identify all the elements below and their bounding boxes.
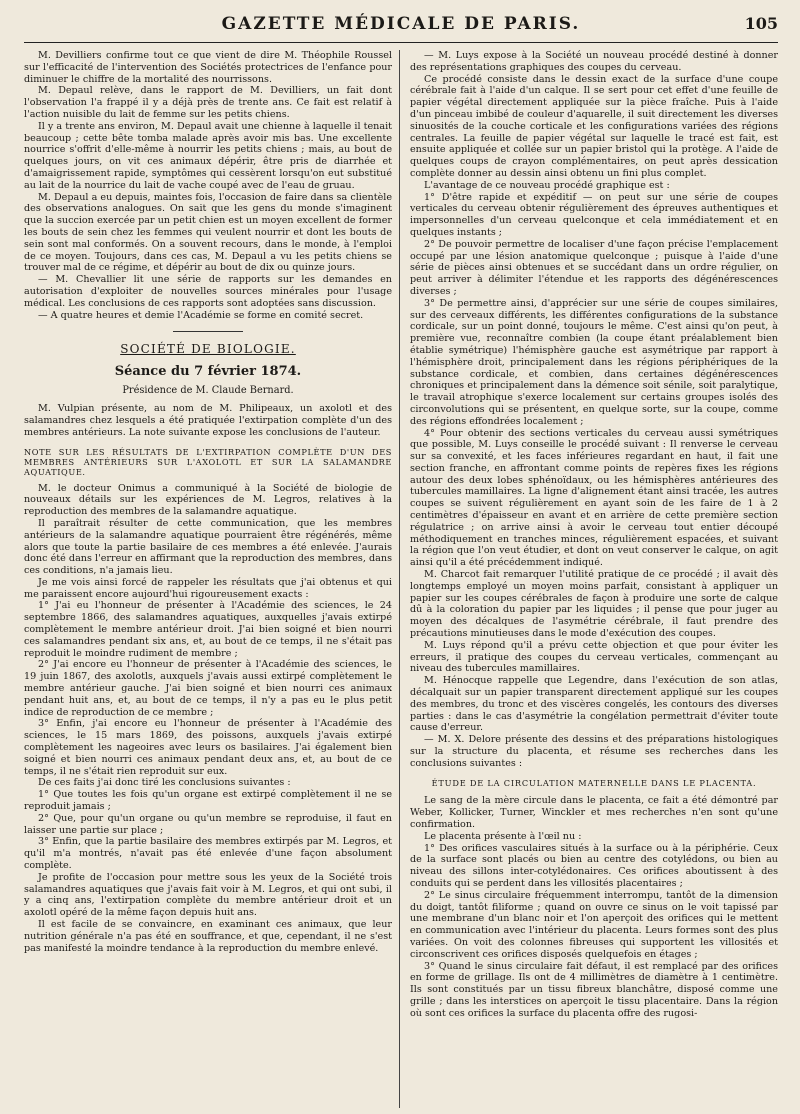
paragraph: Il est facile de se convaincre, en examinant ces animaux, que leur nutrition générale n'a pas été en souffrance, et que, cependant, il ne s'est pas manifesté la moindre tendance à la reproduction du membre enlevé. [24, 919, 392, 954]
paragraph: M. Depaul relève, dans le rapport de M. Devilliers, un fait dont l'observation l'a frappé il y a déjà près de trente ans. Ce fait est relatif à l'action nuisible du lait de femme sur les petits chiens. [24, 85, 392, 120]
page-header [24, 14, 778, 43]
paragraph: 1° Des orifices vasculaires situés à la surface ou à la périphérie. Ceux de la surface sont placés ou bien au centre des cotylédons, ou bien au niveau des sillons inter-cotylédonaires. Ces orifices aboutissent à des conduits qui se perdent dans les villosités placentaires ; [410, 842, 778, 889]
paragraph: M. le docteur Onimus a communiqué à la Société de biologie de nouveaux détails sur les expériences de M. Legros, relatives à la reproduction des membres de la salamandre aquatique. [24, 482, 392, 518]
paragraph: 4° Pour obtenir des sections verticales du cerveau aussi symétriques que possible, M. Luys conseille le procédé suivant : Il renverse le cerveau sur sa convexité, et les faces inférieures regardant en haut, il fait une section franche, en affrontant comme points de repères fixes les régions autour des deux lobes sphénoïdaux, ou les hémisphères antérieures des tubercules mamillaires. La ligne d'alignement étant ainsi tracée, les autres coupes se suivent régulièrement en ayant soin de les faire de 1 à 2 centimètres d'épaisseur en avant et en arrière de cette première section régulatrice ; on arrive ainsi à avoir le cerveau tout entier découpé méthodiquement en tranches minces, régulièrement espacées, et suivant la région que l'on veut étudier, et dont on veut conserver le calque, on agit ainsi qu'il a été précédemment indiqué. [410, 427, 778, 569]
paragraph: Il paraîtrait résulter de cette communication, que les membres antérieurs de la salamandre aquatique pourraient être régénérés, même alors que toute la partie basilaire de ces membres a été enlevée. J'aurais donc été dans l'erreur en affirmant que la reproduction des membres, dans ces conditions, n'a jamais lieu. [24, 517, 392, 577]
journal-title: GAZETTE MÉDICALE DE PARIS. [221, 14, 581, 34]
presidence-line: Présidence de M. Claude Bernard. [122, 385, 294, 397]
paragraph: 3° Enfin, que la partie basilaire des membres extirpés par M. Legros, et qu'il m'a montrés, n'avait pas été enlevée d'une façon absolument complète. [24, 836, 392, 872]
paragraph: — A quatre heures et demie l'Académie se forme en comité secret. [38, 309, 364, 321]
paragraph: — M. Luys expose à la Société un nouveau procédé destiné à donner des représentations graphiques des coupes du cerveau. [410, 50, 778, 73]
placenta-paragraphs [410, 795, 778, 1019]
paragraph: L'avantage de ce nouveau procédé graphique est : [424, 179, 670, 191]
intro-paragraphs [24, 403, 392, 438]
columns [24, 50, 778, 1108]
note-title: NOTE SUR LES RÉSULTATS DE L'EXTIRPATION COMPLÈTE D'UN DES MEMBRES ANTÉRIEURS SUR L'AXOLOTL ET SUR LA SALAMANDRE AQUATIQUE. [24, 446, 392, 477]
paragraph: 1° J'ai eu l'honneur de présenter à l'Académie des sciences, le 24 septembre 1866, des salamandres aquatiques, auxquelles j'avais extirpé complètement le membre antérieur droit. J'ai bien soigné et bien nourri ces salamandres pendant six ans, et, au bout de ce temps, il ne s'était pas reproduit le moindre rudiment de membre ; [24, 600, 392, 659]
paragraph: 2° Que, pour qu'un organe ou qu'un membre se reproduise, il faut en laisser une partie sur place ; [24, 812, 392, 836]
note-body-paragraphs [24, 483, 392, 955]
paragraph: M. Luys répond qu'il a prévu cette objection et que pour éviter les erreurs, il pratique des coupes du cerveau verticales, commençant au niveau des tubercules mamillaires. [410, 639, 778, 675]
paragraph: Le placenta présente à l'œil nu : [424, 830, 582, 842]
page-number: 105 [744, 14, 778, 33]
paragraph: Il y a trente ans environ, M. Depaul avait une chienne à laquelle il tenait beaucoup ; cette bête tomba malade après avoir mis bas. Une excellente nourrice s'offrit d'elle-même à nourrir les petits chiens ; mais, au bout de quelques jours, on vit ces animaux dépérir, être pris de diarrhée et d'amaigrissement rapide, symptômes qui cessèrent lorsqu'on eut substitué au lait de la nourrice du lait de vache coupé avec de l'eau de gruau. [24, 120, 392, 191]
paragraph: M. Hénocque rappelle que Legendre, dans l'exécution de son atlas, décalquait sur un papier transparent directement appliqué sur les coupes des membres, du tronc et des viscères congelés, les contours des diverses parties : dans le cas d'asymétrie la congélation permettrait d'éviter toute cause d'erreur. [410, 675, 778, 734]
paragraph: Ce procédé consiste dans le dessin exact de la surface d'une coupe cérébrale fait à l'aide d'un calque. Il se sert pour cet effet d'une feuille de papier végétal directement appliquée sur la pièce fraîche. Puis à l'aide d'un pinceau imbibé de couleur d'aquarelle, il suit directement les diverses sinuosités de la couche corticale et les configurations variées des régions centrales. La feuille de papier végétal sur laquelle le tracé est fait, est ensuite appliquée et collée sur un papier bristol qui la protège. A l'aide de quelques coups de crayon complémentaires, on peut après dessication complète donner au dessin ainsi obtenu un fini plus complet. [410, 73, 778, 179]
paragraph: Je me vois ainsi forcé de rappeler les résultats que j'ai obtenus et qui me paraissent encore aujourd'hui rigoureusement exacts : [24, 576, 392, 600]
paragraph: M. Vulpian présente, au nom de M. Philipeaux, un axolotl et des salamandres chez lesquels a été pratiquée l'extirpation complète d'un des membres antérieurs. La note suivante expose les conclusions de l'auteur. [24, 403, 392, 438]
etude-title: ÉTUDE DE LA CIRCULATION MATERNELLE DANS LE PLACENTA. [431, 777, 757, 788]
paragraph: Le sang de la mère circule dans le placenta, ce fait a été démontré par Weber, Kollicker, Turner, Winckler et mes recherches n'en sont qu'une confirmation. [410, 795, 778, 830]
seance-date: Séance du 7 février 1874. [114, 364, 302, 380]
luys-report-paragraphs [410, 50, 778, 770]
paragraph: 3° De permettre ainsi, d'apprécier sur une série de coupes similaires, sur des cerveaux différents, les différentes configurations de la substance cordicale, sur un point donné, toujours le même. C'est ainsi qu'on peut, à première vue, reconnaître combien (la coupe étant préalablement bien établie symétrique) l'hémisphère gauche est asymétrique par rapport à l'hémisphère droit, principalement dans les régions périphériques de la substance cordicale, et combien, dans certaines dégénérescences chroniques et principalement dans la démence soit sénile, soit paralytique, le travail atrophique s'exerce localement sur certains groupes isolés des circonvolutions qui se présentent, en quelque sorte, sur la coupe, comme des régions effondrées localement ; [410, 297, 778, 427]
section-end-rule [173, 331, 243, 332]
paragraph: Je profite de l'occasion pour mettre sous les yeux de la Société trois salamandres aquatiques que j'avais fait voir à M. Legros, et qui ont subi, il y a cinq ans, l'extirpation complète du membre antérieur droit et un axolotl opéré de la même façon depuis huit ans. [24, 871, 392, 919]
paragraph: 3° Enfin, j'ai encore eu l'honneur de présenter à l'Académie des sciences, le 15 mars 1869, des poissons, auxquels j'avais extirpé complètement les nageoires avec leurs os basilaires. J'ai également bien soigné et bien nourri ces animaux pendant deux ans, et, au bout de ce temps, il ne s'était rien reproduit sur eux. [24, 718, 392, 777]
paragraph: 1° Que toutes les fois qu'un organe est extirpé complètement il ne se reproduit jamais ; [24, 789, 392, 813]
paragraph: 2° De pouvoir permettre de localiser d'une façon précise l'emplacement occupé par une lésion anatomique quelconque ; puisque à l'aide d'une série de pièces ainsi obtenues et se succédant dans un ordre régulier, on peut arriver à délimiter l'étendue et les rapports des dégénérescences diverses ; [410, 238, 778, 297]
left-column [24, 50, 392, 1108]
paragraph: 2° Le sinus circulaire fréquemment interrompu, tantôt de la dimension du doigt, tantôt filiforme ; quand on ouvre ce sinus on le voit tapissé par une membrane d'un blanc noir et l'on aperçoit des orifices qui le mettent en communication avec l'intérieur du placenta. Leurs formes sont des plus variées. On voit des colonnes fibreuses qui supportent les villosités et circonscrivent ces orifices disposés quelquefois en étages ; [410, 889, 778, 960]
section-title: SOCIÉTÉ DE BIOLOGIE. [120, 342, 296, 357]
paragraph: M. Charcot fait remarquer l'utilité pratique de ce procédé ; il avait dès longtemps employé un moyen moins parfait, consistant à appliquer un papier sur les coupes cérébrales de façon à produire une sorte de calque dû à la coloration du papier par les liquides ; il pense que pour juger au moyen des décalques de l'asymétrie cérébrale, il faut prendre des précautions minutieuses dans le mode d'exécution des coupes. [410, 569, 778, 640]
right-column [410, 50, 778, 1108]
paragraph: M. Devilliers confirme tout ce que vient de dire M. Théophile Roussel sur l'efficacité de l'intervention des Sociétés protectrices de l'enfance pour diminuer le chiffre de la mortalité des nourrissons. [24, 50, 392, 85]
paragraph: 2° J'ai encore eu l'honneur de présenter à l'Académie des sciences, le 19 juin 1867, des axolotls, auxquels j'avais aussi extirpé complètement le membre antérieur gauche. J'ai bien soigné et bien nourri ces animaux pendant huit ans, et, au bout de ce temps, il n'y a pas eu le plus petit indice de reproduction de ce membre ; [24, 659, 392, 718]
paragraph: De ces faits j'ai donc tiré les conclusions suivantes : [38, 777, 291, 789]
paragraph: 1° D'être rapide et expéditif — on peut sur une série de coupes verticales du cerveau obtenir régulièrement des épreuves authentiques et impersonnelles d'un cerveau quelconque et cela immédiatement et en quelques instants ; [410, 191, 778, 238]
paragraph: — M. X. Delore présente des dessins et des préparations histologiques sur la structure du placenta, et résume ses recherches dans les conclusions suivantes : [410, 734, 778, 769]
paragraph: 3° Quand le sinus circulaire fait défaut, il est remplacé par des orifices en forme de grillage. Ils ont de 4 millimètres de diamètre à 1 centimètre. Ils sont constitués par un tissu fibreux blanchâtre, disposé comme une grille ; dans les interstices on aperçoit le tissu placentaire. Dans la région où sont ces orifices la surface du placenta offre des rugosi- [410, 960, 778, 1019]
paragraph: M. Depaul a eu depuis, maintes fois, l'occasion de faire dans sa clientèle des observations analogues. On sait que les gens du monde s'imaginent que la succion exercée par un petit chien est un moyen excellent de former les bouts de sein chez les femmes qui veulent nourrir et dont les bouts de sein sont mal conformés. On a souvent recours, dans le monde, à l'emploi de ce moyen. Toujours, dans ces cas, M. Depaul a vu les petits chiens se trouver mal de ce régime, et dépérir au bout de dix ou quinze jours. [24, 191, 392, 274]
paragraph: — M. Chevallier lit une série de rapports sur les demandes en autorisation d'exploiter de nouvelles sources minérales pour l'usage médical. Les conclusions de ces rapports sont adoptées sans discussion. [24, 274, 392, 309]
academy-report-paragraphs [24, 50, 392, 321]
